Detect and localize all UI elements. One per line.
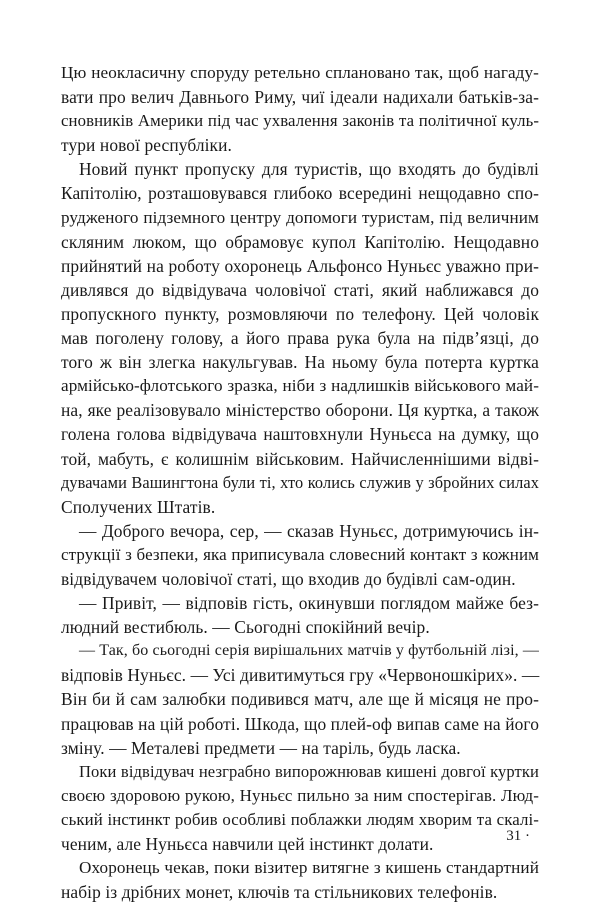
- text-line: зміну. — Металеві предмети — на таріль, будь ласка.: [61, 737, 461, 758]
- text-line: на, яке реалізовувало міністерство оборони. Ця куртка, а також: [61, 400, 539, 421]
- paragraph: [61, 591, 539, 639]
- text-line: пропускного пункту, розмовляючи по телефону. Цей чоловік: [61, 303, 539, 324]
- text-line: Капітолію, розташовувався глибоко всередині нещодавно спо-: [61, 183, 539, 204]
- text-line: прийнятий на роботу охоронець Альфонсо Нуньєс уважно при-: [61, 255, 539, 276]
- text-line: Охоронець чекав, поки візитер витягне з кишень стандартний: [79, 858, 539, 878]
- text-line: дивлявся до відвідувача чоловічої статі, який наближався до: [61, 279, 539, 300]
- paragraph: [61, 61, 539, 157]
- text-line: набір із дрібних монет, ключів та стільникових телефонів.: [61, 882, 498, 903]
- paragraph: [61, 856, 539, 904]
- text-line: Сполучених Штатів.: [61, 496, 216, 517]
- text-line: Поки відвідувач незграбно випорожнював кишені довгої куртки: [79, 761, 539, 781]
- text-line: тури нової республіки.: [61, 135, 232, 156]
- text-line: того ж він злегка накульгував. На ньому була потерта куртка: [61, 352, 539, 373]
- text-line: — Привіт, — відповів гість, окинувши поглядом майже без-: [79, 593, 539, 614]
- text-line: відповів Нуньєс. — Усі дивитимуться гру «Червоношкірих». —: [61, 665, 540, 686]
- text-line: людний вестибюль. — Сьогодні спокійний вечір.: [61, 617, 430, 638]
- text-line: — Доброго вечора, сер, — сказав Нуньєс, дотримуючись ін-: [79, 520, 539, 541]
- text-line: дувачами Вашингтона були ті, хто колись служив у збройних силах: [61, 472, 539, 492]
- paragraph: [61, 519, 539, 591]
- text-line: мав поголену голову, а його права рука була на підв’язці, до: [61, 328, 539, 349]
- text-line: Новий пункт пропуску для туристів, що входять до будівлі: [79, 159, 539, 180]
- text-line: ський інстинкт робив особливі поблажки людям хворим та скалі-: [61, 809, 539, 829]
- text-line: скляним люком, що обрамовує купол Капітолію. Нещодавно: [61, 231, 539, 252]
- text-line: той, мабуть, є колишнім військовим. Найчисленнішими відві-: [61, 448, 539, 469]
- text-line: Він би й сам залюбки подивився матч, але ще й місяця не про-: [61, 689, 539, 710]
- paragraph: [61, 639, 539, 759]
- paragraph: [61, 157, 539, 518]
- text-line: ченим, але Нуньєса навчили цей інстинкт долати.: [61, 834, 434, 854]
- text-line: Цю неокласичну споруду ретельно сплановано так, щоб нагаду-: [61, 63, 539, 82]
- text-line: струкції з безпеки, яка приписувала словесний контакт з кожним: [61, 544, 539, 564]
- body-text: [61, 61, 539, 904]
- page-number: 31 ·: [506, 828, 530, 844]
- text-line: працював на цій роботі. Шкода, що плей-оф випав саме на його: [61, 713, 539, 734]
- text-line: відвідувачем чоловічої статі, що входив до будівлі сам-один.: [61, 568, 516, 589]
- text-line: своєю здоровою рукою, Нуньєс пильно за ним спостерігав. Люд-: [61, 785, 539, 805]
- paragraph: [61, 760, 539, 856]
- text-line: сновників Америки під час ухвалення законів та політичної куль-: [61, 111, 539, 131]
- text-line: — Так, бо сьогодні серія вирішальних матчів у футбольній лізі, —: [79, 642, 539, 660]
- text-line: армійсько-флотського зразка, ніби з надлишків військового май-: [61, 376, 539, 396]
- text-line: вати про велич Давнього Риму, чиї ідеали надихали батьків-за-: [61, 87, 539, 108]
- text-line: голена голова відвідувача наштовхнули Нуньєса на думку, що: [61, 424, 539, 445]
- text-line: рудженого підземного центру допомоги туристам, під величним: [61, 207, 539, 227]
